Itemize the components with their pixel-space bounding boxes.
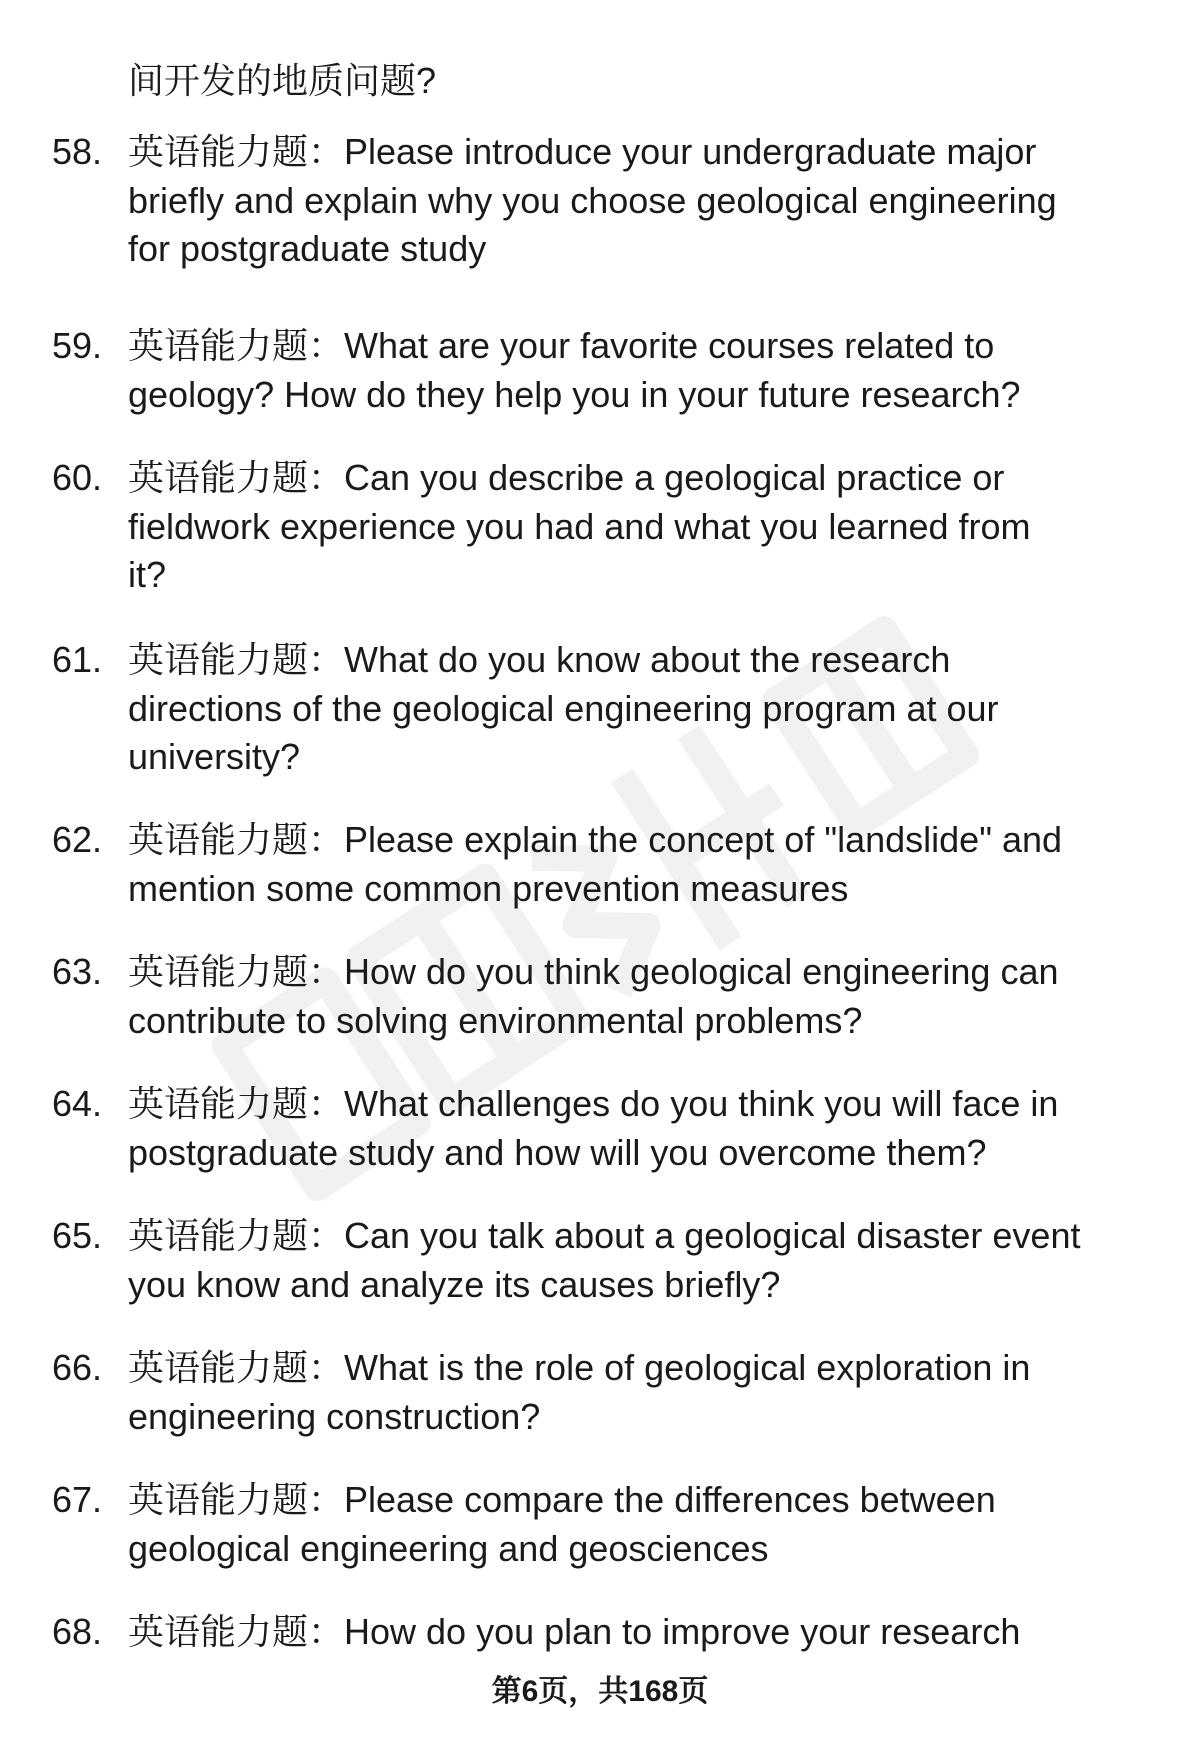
question-number: 61.	[52, 639, 103, 680]
question-line: for postgraduate study	[128, 228, 487, 269]
question-text	[128, 128, 1158, 274]
question-text	[128, 636, 1158, 782]
question-number: 62.	[52, 819, 103, 860]
question-line: 英语能力题：What are your favorite courses related to	[128, 325, 995, 366]
question-number: 58.	[52, 131, 103, 172]
question-line: fieldwork experience you had and what you learned from	[128, 505, 1031, 547]
question-line: postgraduate study and how will you overcome them?	[128, 1131, 987, 1173]
question-line: 英语能力题：Please compare the differences between	[128, 1479, 996, 1520]
question-line: 英语能力题：What do you know about the research	[128, 639, 951, 680]
question-line: directions of the geological engineering program at our	[128, 687, 999, 729]
question-line: 英语能力题：What is the role of geological exploration in	[128, 1347, 1031, 1388]
question-text	[128, 1080, 1158, 1177]
question-text	[128, 1476, 1158, 1573]
question-text	[128, 816, 1158, 913]
question-line: 英语能力题：Can you describe a geological practice or	[128, 457, 1005, 498]
question-number: 64.	[52, 1083, 103, 1124]
question-line: briefly and explain why you choose geological engineering	[128, 179, 1057, 221]
question-number: 60.	[52, 457, 103, 498]
question-number: 63.	[52, 951, 103, 992]
question-line: university?	[128, 736, 301, 777]
question-number: 68.	[52, 1611, 103, 1652]
question-number: 67.	[52, 1479, 103, 1520]
question-text	[128, 454, 1158, 600]
question-line: geology? How do they help you in your future research?	[128, 373, 1021, 415]
question-line: mention some common prevention measures	[128, 867, 849, 909]
question-line: geological engineering and geosciences	[128, 1527, 769, 1569]
question-text	[128, 322, 1158, 419]
question-text	[128, 1608, 1158, 1657]
question-line: it?	[128, 554, 167, 595]
question-line: 英语能力题：Please explain the concept of "landslide" and	[128, 819, 1063, 860]
question-line: 英语能力题：Please introduce your undergraduate major	[128, 131, 1037, 172]
question-text	[128, 1344, 1158, 1441]
question-text	[128, 948, 1158, 1045]
question-number: 66.	[52, 1347, 103, 1388]
question-line: 英语能力题：How do you think geological engineering can	[128, 951, 1059, 992]
question-text	[128, 1212, 1158, 1309]
question-line: 英语能力题：How do you plan to improve your research	[128, 1611, 1021, 1652]
continuation-line: 间开发的地质问题?	[128, 60, 437, 101]
question-number: 65.	[52, 1215, 103, 1256]
question-number: 59.	[52, 325, 103, 366]
question-line: engineering construction?	[128, 1395, 541, 1437]
question-line: you know and analyze its causes briefly?	[128, 1263, 781, 1305]
question-line: 英语能力题：Can you talk about a geological disaster event	[128, 1215, 1081, 1256]
page-footer: 第6页，共168页	[491, 1675, 709, 1708]
question-line: contribute to solving environmental problems?	[128, 999, 863, 1041]
question-line: 英语能力题：What challenges do you think you will face in	[128, 1083, 1059, 1124]
